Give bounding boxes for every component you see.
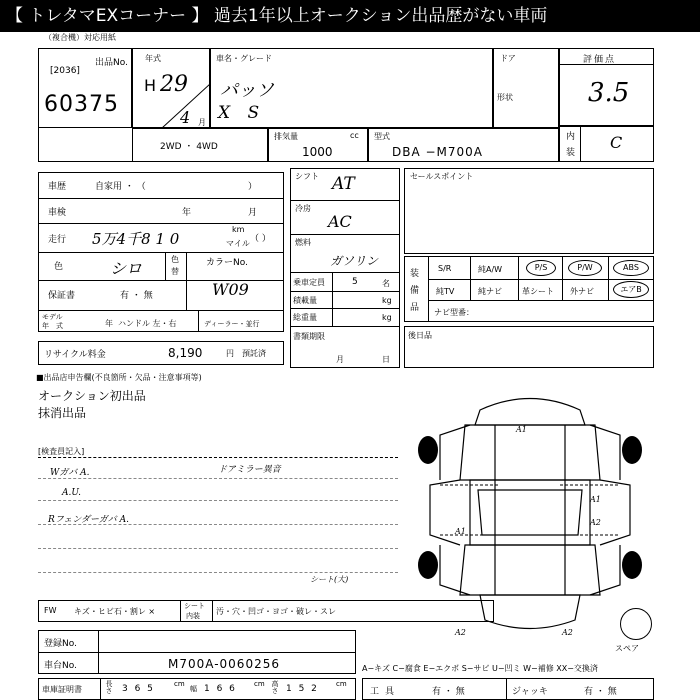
cert-width-label: 幅 <box>190 685 197 693</box>
interior-value: C <box>610 133 623 152</box>
damage-legend: A−キズ C−腐食 E−エクボ S−サビ U−凹ミ W−補修 XX−交換済 <box>362 664 598 673</box>
docs-day: 日 <box>382 355 390 364</box>
year-value: 29 <box>160 72 188 97</box>
ac-label: 冷房 <box>295 204 311 213</box>
type-label: 型式 <box>374 132 390 141</box>
declaration-label: ■出品店申告欄(不良箇所・欠品・注意事項等) <box>36 373 202 382</box>
displacement-unit: cc <box>350 131 359 140</box>
mileage-value: 5万4千8 1 0 <box>92 230 180 248</box>
jack-value: 有 ・ 無 <box>584 687 617 697</box>
chassis-value: M700A-0060256 <box>168 657 280 671</box>
equipment-airbag: エアB <box>613 281 649 298</box>
year-month-unit: 月 <box>198 118 206 127</box>
history-label: 車歴 <box>48 182 67 192</box>
cert-length-unit: cm <box>174 680 185 688</box>
mileage-unit-mile: マイル <box>226 239 250 248</box>
mileage-label: 走行 <box>48 235 67 245</box>
declaration-line-1: オークション初出品 <box>38 389 146 403</box>
warranty-label: 保証書 <box>48 291 76 301</box>
year-label: 年式 <box>145 54 161 63</box>
model-name: パッソ <box>220 80 274 101</box>
fw-seat-label-2: 内装 <box>186 612 200 620</box>
door-label: ドア <box>500 54 516 63</box>
sales-point-label: セールスポイント <box>410 172 474 181</box>
cert-width: 1 6 6 <box>204 684 237 694</box>
equipment-leather: 革シート <box>522 287 554 296</box>
fw-seat-value: 汚・穴・凹ゴ・ヨゴ・破レ・スレ <box>216 607 336 616</box>
equipment-sr: S/R <box>438 264 452 273</box>
diagram-mark-hood: A1 <box>516 425 527 434</box>
shape-label: 形状 <box>497 93 513 102</box>
registration-label: 登録No. <box>44 639 77 649</box>
recycle-unit: 円 <box>226 349 234 358</box>
cert-label: 車庫証明書 <box>42 685 82 694</box>
equipment-label-1: 装 <box>410 269 420 279</box>
recycle-label: リサイクル料金 <box>44 350 106 360</box>
diagram-mark-rear-left: A2 <box>455 628 466 637</box>
model-year-label-1: モデル <box>42 313 63 321</box>
load-label: 積載量 <box>293 296 317 305</box>
model-year-label-2: 年 式 <box>42 322 63 330</box>
equipment-ext-navi: 外ナビ <box>570 287 594 296</box>
capacity-unit: 名 <box>382 279 390 288</box>
diagram-mark-left: A1 <box>455 527 466 536</box>
interior-label-1: 内 <box>566 132 576 142</box>
interior-label-2: 装 <box>566 148 576 158</box>
lot-number: 60375 <box>44 92 119 117</box>
year-diagonal <box>132 48 210 128</box>
cert-height: 1 5 2 <box>286 684 319 694</box>
gross-unit: kg <box>382 313 392 322</box>
model-year-handle: ハンドル 左・右 <box>118 319 177 328</box>
year-month: 4 <box>180 108 191 127</box>
fuel-label: 燃料 <box>295 238 311 247</box>
docs-month: 月 <box>336 355 344 364</box>
fw-seat-label-1: シート <box>184 602 205 610</box>
banner: 【 トレタマEXコーナー 】 過去1年以上オークション出品歴がない車両 <box>0 0 700 32</box>
chassis-label: 車台No. <box>44 661 77 671</box>
capacity-label: 乗車定員 <box>293 278 325 287</box>
equipment-label-3: 品 <box>410 303 420 313</box>
shift-label: シフト <box>295 172 319 181</box>
mileage-unit-km: km <box>232 225 245 234</box>
cert-height-label: 高さ <box>271 680 279 694</box>
tools-value: 有 ・ 無 <box>432 687 465 697</box>
cert-height-unit: cm <box>336 680 347 688</box>
cert-width-unit: cm <box>254 680 265 688</box>
color-code-label: カラーNo. <box>206 258 248 268</box>
equipment-tv: 純TV <box>436 287 455 296</box>
type-value: DBA −M700A <box>392 145 484 159</box>
subheader: （複合機）対応用紙 <box>44 33 116 42</box>
model-label: 車名・グレード <box>216 54 272 63</box>
inspector-note-3: Rフェンダーガバ A. <box>48 515 130 525</box>
model-grade: X S <box>218 103 266 123</box>
tools-label: 工具 <box>370 687 401 697</box>
displacement-value: 1000 <box>302 145 333 159</box>
inspection-label: 車検 <box>48 208 67 218</box>
load-unit: kg <box>382 296 392 305</box>
spare-label: スペア <box>615 644 639 653</box>
color-code: W09 <box>212 280 249 299</box>
recycle-note: 預託済 <box>242 349 266 358</box>
history-close: ） <box>248 182 258 192</box>
equipment-alloy: 純A/W <box>478 265 503 274</box>
model-year-year: 年 <box>105 319 113 328</box>
inspector-note-2: A.U. <box>62 488 81 498</box>
history-value: 自家用 ・ （ <box>95 182 146 192</box>
cert-length-label: 長さ <box>105 680 113 694</box>
inspection-year: 年 <box>182 208 192 218</box>
later-day-box <box>404 326 654 368</box>
diagram-mark-rear-right: A2 <box>562 628 573 637</box>
color-repaint-2: 替 <box>171 267 179 276</box>
fuel-value: ガソリン <box>330 254 379 268</box>
score-value: 3.5 <box>588 78 630 108</box>
gross-label: 総重量 <box>293 313 317 322</box>
diagram-mark-seat: シート(大) <box>310 575 349 584</box>
equipment-pw: P/W <box>568 260 602 276</box>
warranty-value: 有 ・ 無 <box>120 291 153 301</box>
diagram-mark-right-front: A1 <box>590 495 601 504</box>
jack-label: ジャッキ <box>512 687 548 697</box>
docs-label: 書類期限 <box>293 332 325 341</box>
ac-value: AC <box>328 212 352 231</box>
recycle-value: 8,190 <box>168 346 203 360</box>
year-era: H <box>144 76 157 95</box>
color-label: 色 <box>54 262 64 272</box>
equipment-ps: P/S <box>526 260 556 276</box>
inspection-month: 月 <box>248 208 258 218</box>
color-repaint-1: 色 <box>171 255 179 264</box>
cert-length: 3 6 5 <box>122 684 155 694</box>
shift-value: AT <box>332 174 355 194</box>
inspector-note-1: Wガバ A. <box>50 468 90 478</box>
equipment-navi: 純ナビ <box>478 287 502 296</box>
equipment-abs: ABS <box>613 260 649 276</box>
color-value: シロ <box>110 259 143 278</box>
equipment-label-2: 備 <box>410 286 420 296</box>
mileage-paren: （ ） <box>250 234 271 244</box>
lot-venue: [2036] <box>50 66 80 76</box>
displacement-label: 排気量 <box>274 132 298 141</box>
drive-value: 2WD ・ 4WD <box>160 142 218 152</box>
later-day-label: 後日品 <box>408 331 432 340</box>
fw-label: FW <box>44 606 57 615</box>
equipment-navi-model: ナビ型番： <box>434 308 474 317</box>
inspector-label: [検査員記入] <box>38 447 85 456</box>
diagram-mark-right-rear: A2 <box>590 518 601 527</box>
lot-label: 出品No. <box>95 58 128 68</box>
inspector-note-4: ドアミラー異音 <box>218 465 281 475</box>
spare-tire-icon <box>620 608 652 640</box>
model-year-dealer: ディーラー・並行 <box>204 320 260 328</box>
score-label: 評価点 <box>583 55 617 65</box>
fw-value: キズ・ヒビ石・割レ × <box>74 607 156 616</box>
capacity-value: 5 <box>352 277 358 287</box>
declaration-line-2: 抹消出品 <box>38 406 87 420</box>
